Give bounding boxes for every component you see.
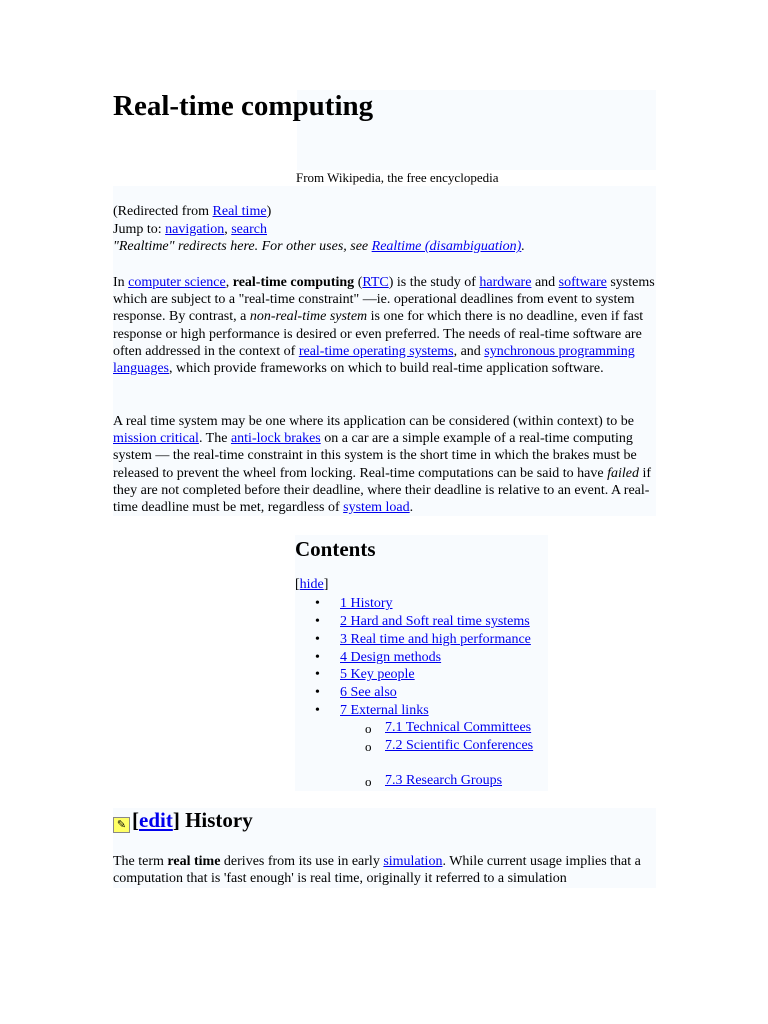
intro-paragraph: In computer science, real-time computing (RTC) is the study of hardware and software systems which are subject to a "real-time constraint" —ie. operational deadlines from event to system response. By contrast, a non-real-time system is one for which there is no deadline, even if fast response or high performance is desired or even preferred. The needs of real-time software are often addressed in the context of real-time operating systems, and synchronous programming languages, which provide frameworks on which to build real-time application software.	[113, 275, 655, 377]
bullet-icon: •	[315, 596, 320, 611]
toc-item-key-people[interactable]: 5 Key people	[340, 667, 415, 682]
computer-science-link[interactable]: computer science	[128, 275, 226, 290]
jump-to: Jump to: navigation, search	[113, 221, 267, 237]
table-of-contents	[295, 535, 548, 791]
history-paragraph: The term real time derives from its use in early simulation. While current usage implies that a computation that is 'fast enough' is real time, originally it referred to a simulation	[113, 854, 641, 887]
bullet-icon: •	[315, 703, 320, 718]
toc-item-hard-soft[interactable]: 2 Hard and Soft real time systems	[340, 614, 530, 629]
second-paragraph: A real time system may be one where its application can be considered (within context) to be mission critical. The anti-lock brakes on a car are a simple example of a real-time computing system — the real-time constraint in this system is the short time in which the brakes must be released to prevent the wheel from locking. Real-time computations can be said to have failed if they are not completed before their deadline, where their deadline is relative to an event. A real-time deadline must be met, regardless of system load.	[113, 414, 652, 516]
toc-hide-toggle: [hide]	[295, 577, 329, 592]
search-link[interactable]: search	[231, 221, 267, 237]
toc-item-external-links[interactable]: 7 External links	[340, 703, 429, 718]
circle-bullet-icon: o	[365, 739, 372, 754]
mission-critical-link[interactable]: mission critical	[113, 431, 199, 447]
history-heading: ✎ [edit] History	[113, 808, 253, 833]
toc-hide-link[interactable]: hide	[299, 577, 324, 592]
rtos-link[interactable]: real-time operating systems	[298, 343, 454, 359]
page-title: Real-time computing	[113, 90, 374, 122]
hardware-link[interactable]: hardware	[479, 275, 532, 290]
page-meta	[113, 203, 658, 256]
bullet-icon: •	[315, 632, 320, 647]
edit-history-link[interactable]: edit	[139, 808, 173, 832]
bullet-icon: •	[315, 685, 320, 700]
toc-item-see-also[interactable]: 6 See also	[340, 685, 397, 700]
disambiguation-link[interactable]: Realtime (disambiguation)	[371, 239, 522, 255]
toc-heading: Contents	[295, 537, 376, 561]
system-load-link[interactable]: system load	[343, 500, 410, 516]
history-title: History	[185, 808, 253, 832]
circle-bullet-icon: o	[365, 774, 372, 789]
edit-pencil-icon[interactable]: ✎	[113, 817, 130, 833]
real-time-link[interactable]: Real time	[212, 204, 267, 219]
redirect-note: (Redirected from Real time)	[113, 204, 272, 219]
bullet-icon: •	[315, 650, 320, 665]
toc-subitem-research-groups[interactable]: 7.3 Research Groups	[385, 773, 503, 788]
bullet-icon: •	[315, 614, 320, 629]
synchronous-languages-link[interactable]: synchronous programming languages	[113, 343, 635, 377]
hatnote: "Realtime" redirects here. For other uses, see Realtime (disambiguation).	[113, 239, 525, 255]
toc-item-history[interactable]: 1 History	[340, 596, 393, 611]
toc-subitem-technical-committees[interactable]: 7.1 Technical Committees	[385, 720, 532, 735]
toc-item-design-methods[interactable]: 4 Design methods	[340, 650, 442, 665]
tagline: From Wikipedia, the free encyclopedia	[296, 170, 499, 185]
simulation-link[interactable]: simulation	[383, 854, 443, 869]
circle-bullet-icon: o	[365, 721, 372, 736]
toc-subitem-scientific-conferences[interactable]: 7.2 Scientific Conferences	[385, 738, 534, 753]
rtc-link[interactable]: RTC	[362, 275, 389, 290]
navigation-link[interactable]: navigation	[165, 221, 225, 237]
anti-lock-brakes-link[interactable]: anti-lock brakes	[230, 431, 321, 447]
toc-item-high-performance[interactable]: 3 Real time and high performance	[340, 632, 531, 647]
software-link[interactable]: software	[558, 275, 607, 290]
bullet-icon: •	[315, 667, 320, 682]
